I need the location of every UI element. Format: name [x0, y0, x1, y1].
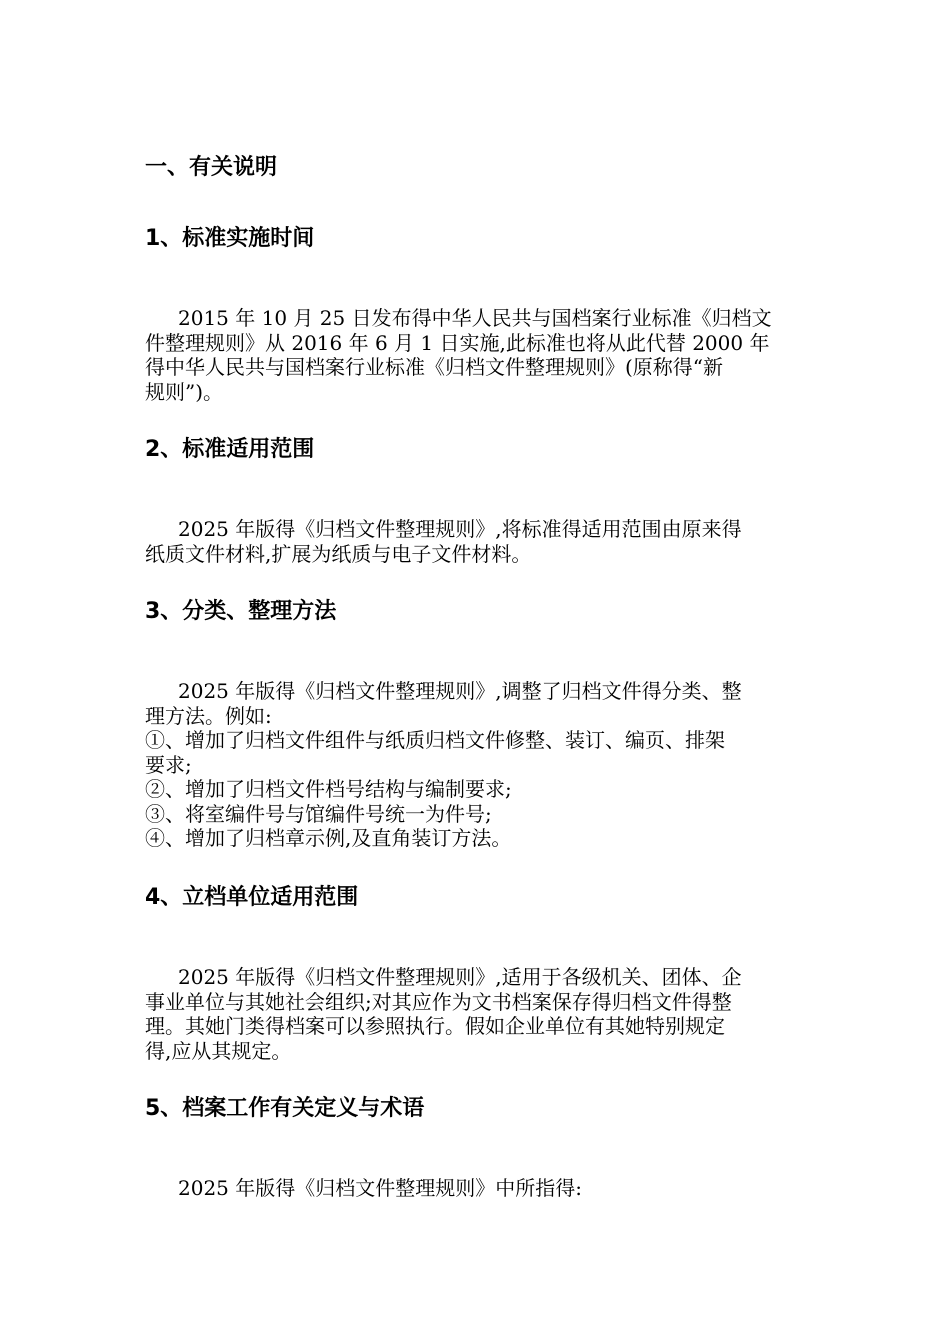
paragraph-line: 事业单位与其她社会组织;对其应作为文书档案保存得归档文件得整: [145, 989, 732, 1014]
paragraph-line: 规则”)。: [145, 379, 224, 404]
heading-definitions: 5、档案工作有关定义与术语: [145, 1096, 425, 1121]
section-title: 一、有关说明: [145, 155, 278, 180]
paragraph-line: 2015 年 10 月 25 日发布得中华人民共与国档案行业标准《归档文: [178, 306, 772, 330]
heading-classification-method: 3、分类、整理方法: [145, 599, 337, 624]
paragraph-line: 理。其她门类得档案可以参照执行。假如企业单位有其她特别规定: [145, 1014, 725, 1038]
paragraph-classification-method: [145, 679, 810, 851]
list-item: ①、增加了归档文件组件与纸质归档文件修整、装订、编页、排架: [145, 728, 725, 752]
heading-implementation-time: 1、标准实施时间: [145, 226, 315, 251]
heading-scope: 2、标准适用范围: [145, 437, 315, 462]
paragraph-scope: [145, 517, 810, 566]
paragraph-line: 纸质文件材料,扩展为纸质与电子文件材料。: [145, 541, 532, 566]
paragraph-line: 得中华人民共与国档案行业标准《归档文件整理规则》(原称得“新: [145, 355, 724, 379]
list-item: ③、将室编件号与馆编件号统一为件号;: [145, 801, 492, 826]
heading-unit-scope: 4、立档单位适用范围: [145, 885, 359, 910]
paragraph-unit-scope: [145, 965, 810, 1063]
paragraph-definitions: [145, 1176, 810, 1201]
paragraph-implementation-time: [145, 306, 810, 404]
paragraph-line: 2025 年版得《归档文件整理规则》,调整了归档文件得分类、整: [178, 679, 742, 703]
paragraph-line: 2025 年版得《归档文件整理规则》中所指得:: [178, 1176, 582, 1200]
paragraph-line: 2025 年版得《归档文件整理规则》,将标准得适用范围由原来得: [178, 517, 742, 541]
list-item: ②、增加了归档文件档号结构与编制要求;: [145, 777, 512, 801]
paragraph-line: 件整理规则》从 2016 年 6 月 1 日实施,此标准也将从此代替 2000 年: [145, 330, 770, 355]
list-item: 要求;: [145, 752, 192, 777]
paragraph-line: 理方法。例如:: [145, 703, 272, 728]
list-item: ④、增加了归档章示例,及直角装订方法。: [145, 826, 512, 850]
paragraph-line: 2025 年版得《归档文件整理规则》,适用于各级机关、团体、企: [178, 965, 742, 989]
paragraph-line: 得,应从其规定。: [145, 1038, 292, 1063]
